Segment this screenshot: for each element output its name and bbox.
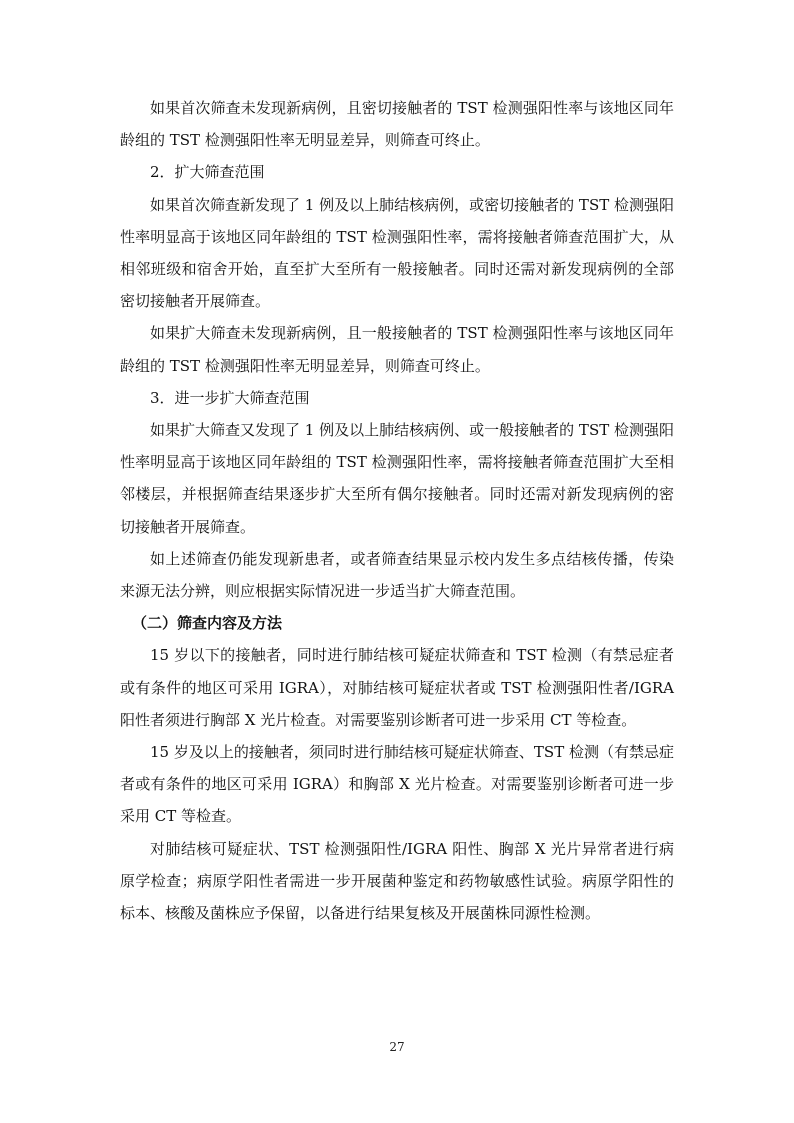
paragraph-expand-screening-end: 如果扩大筛查未发现新病例，且一般接触者的 TST 检测强阳性率与该地区同年龄组的 TST 检测强阳性率无明显差异，则筛查可终止。 — [120, 324, 674, 375]
body-text — [120, 92, 674, 929]
heading-further-expand: 3．进一步扩大筛查范围 — [150, 388, 310, 407]
paragraph-initial-screening-end: 如果首次筛查未发现新病例，且密切接触者的 TST 检测强阳性率与该地区同年龄组的 TST 检测强阳性率无明显差异，则筛查可终止。 — [120, 99, 674, 150]
paragraph-under-15: 15 岁以下的接触者，同时进行肺结核可疑症状筛查和 TST 检测（有禁忌症者或有条件的地区可采用 IGRA），对肺结核可疑症状者或 TST 检测强阳性者/IGRA 阳性者须进行胸部 X 光片检查。对需要鉴别诊断者可进一步采用 CT 等检查。 — [120, 646, 674, 729]
paragraph-expand-screening: 如果首次筛查新发现了 1 例及以上肺结核病例，或密切接触者的 TST 检测强阳性率明显高于该地区同年龄组的 TST 检测强阳性率，需将接触者筛查范围扩大，从相邻班级和宿舍开始，直至扩大至所有一般接触者。同时还需对新发现病例的全部密切接触者开展筛查。 — [120, 195, 674, 311]
paragraph-further-expand: 如果扩大筛查又发现了 1 例及以上肺结核病例、或一般接触者的 TST 检测强阳性率明显高于该地区同年龄组的 TST 检测强阳性率，需将接触者筛查范围扩大至相邻楼层，并根据筛查结果逐步扩大至所有偶尔接触者。同时还需对新发现病例的密切接触者开展筛查。 — [120, 421, 674, 536]
paragraph-further-expand-note: 如上述筛查仍能发现新患者，或者筛查结果显示校内发生多点结核传播，传染来源无法分辨，则应根据实际情况进一步适当扩大筛查范围。 — [120, 549, 674, 601]
paragraph-pathogen-test: 对肺结核可疑症状、TST 检测强阳性/IGRA 阳性、胸部 X 光片异常者进行病原学检查；病原学阳性者需进一步开展菌种鉴定和药物敏感性试验。病原学阳性的标本、核酸及菌株应予保留，以备进行结果复核及开展菌株同源性检测。 — [120, 839, 674, 923]
page-number: 27 — [389, 1040, 405, 1054]
paragraph-15-and-over: 15 岁及以上的接触者，须同时进行肺结核可疑症状筛查、TST 检测（有禁忌症者或有条件的地区可采用 IGRA）和胸部 X 光片检查。对需要鉴别诊断者可进一步采用 CT 等检查。 — [120, 743, 674, 826]
heading-screening-content-methods: （二）筛查内容及方法 — [132, 614, 283, 633]
heading-expand-screening: 2．扩大筛查范围 — [150, 163, 265, 182]
